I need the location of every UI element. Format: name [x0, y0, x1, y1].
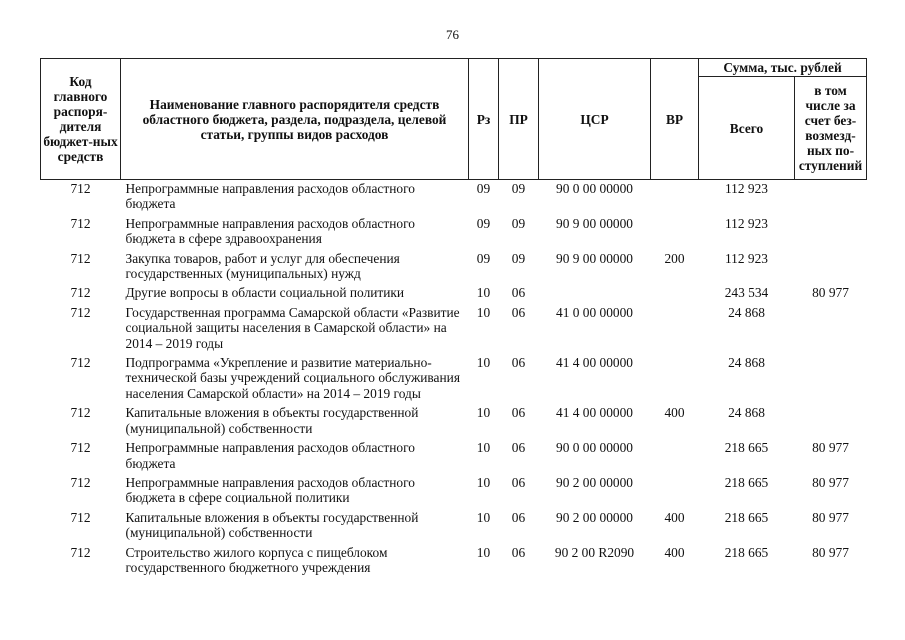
cell-rz: 10: [476, 474, 491, 490]
table-row: [41, 213, 867, 248]
cell-csr: [539, 282, 651, 301]
cell-vr: [651, 180, 699, 213]
cell-grant: [795, 180, 867, 213]
cell-total: 112 923: [724, 181, 769, 196]
cell-total: 24 868: [728, 304, 765, 320]
cell-grant: 80 977: [812, 440, 849, 456]
cell-total: 24 868: [728, 405, 765, 421]
header-vr: ВР: [651, 59, 699, 180]
cell-vr: [651, 472, 699, 507]
cell-vr: [651, 213, 699, 248]
table-row: [41, 352, 867, 402]
cell-rz: 10: [476, 285, 491, 301]
cell-vr: 400: [664, 405, 685, 421]
cell-name: Капитальные вложения в объекты государственной (муниципальной) собственности: [125, 509, 419, 541]
cell-pr: 06: [511, 285, 526, 301]
cell-vr: [651, 282, 699, 301]
header-total: Всего: [699, 77, 795, 180]
cell-name: Другие вопросы в области социальной политики: [125, 285, 405, 301]
cell-csr: 90 2 00 00000: [556, 509, 633, 525]
cell-name: Государственная программа Самарской области «Развитие социальной защиты населения в Самарской области» на 2014 – 2019 годы: [125, 304, 460, 351]
cell-name: Закупка товаров, работ и услуг для обеспечения государственных (муниципальных) нужд: [125, 250, 400, 282]
cell-grant: [795, 352, 867, 402]
cell-csr: 41 0 00 00000: [556, 304, 633, 320]
cell-code: 712: [70, 474, 91, 490]
cell-grant: 80 977: [812, 544, 849, 560]
cell-grant: 80 977: [812, 285, 849, 301]
cell-pr: 06: [511, 474, 526, 490]
cell-grant: [795, 302, 867, 352]
cell-code: 712: [70, 285, 91, 301]
cell-name: Непрограммные направления расходов областного бюджета в сфере здравоохранения: [125, 215, 415, 247]
table-header: [41, 59, 867, 180]
cell-name: Строительство жилого корпуса с пищеблоком государственного бюджетного учреждения: [125, 544, 388, 575]
cell-rz: 10: [476, 405, 491, 421]
cell-pr: 09: [511, 250, 526, 266]
cell-vr: [651, 302, 699, 352]
table-row: [41, 472, 867, 507]
cell-total: 112 923: [724, 215, 769, 231]
cell-name: Капитальные вложения в объекты государственной (муниципальной) собственности: [125, 405, 419, 436]
cell-csr: 90 0 00 00000: [556, 440, 633, 456]
cell-grant: [795, 402, 867, 437]
cell-total: 218 665: [724, 474, 769, 490]
cell-code: 712: [70, 509, 91, 525]
cell-code: 712: [70, 215, 91, 231]
table-row: [41, 507, 867, 542]
cell-csr: 90 2 00 00000: [556, 474, 633, 490]
cell-code: 712: [70, 181, 91, 196]
cell-code: 712: [70, 250, 91, 266]
table-row: [41, 180, 867, 213]
cell-total: 218 665: [724, 440, 769, 456]
cell-rz: 10: [476, 440, 491, 456]
cell-vr: 400: [664, 544, 685, 560]
cell-rz: 09: [476, 215, 491, 231]
table-row: [41, 248, 867, 283]
cell-code: 712: [70, 304, 91, 320]
cell-vr: 200: [664, 250, 685, 266]
cell-name: Подпрограмма «Укрепление и развитие материально-технической базы учреждений социального обслуживания населения Самарской области» на 2014 – 2019 годы: [125, 355, 460, 401]
table-row: [41, 282, 867, 301]
header-name: Наименование главного распорядителя средств областного бюджета, раздела, подраздела, целевой статьи, группы видов расходов: [121, 59, 469, 180]
cell-total: 24 868: [728, 355, 765, 371]
cell-total: 243 534: [724, 285, 769, 301]
budget-table: [40, 58, 867, 576]
page-number: 76: [446, 27, 459, 42]
cell-rz: 10: [476, 304, 491, 320]
cell-rz: 09: [476, 250, 491, 266]
table-row: [41, 437, 867, 472]
cell-csr: 90 2 00 R2090: [554, 544, 635, 560]
cell-code: 712: [70, 405, 91, 421]
cell-pr: 06: [511, 405, 526, 421]
cell-code: 712: [70, 355, 91, 371]
cell-grant: [795, 248, 867, 283]
header-sum-group: Сумма, тыс. рублей: [699, 59, 867, 77]
cell-pr: 06: [511, 355, 526, 371]
header-code: Код главного распоря-дителя бюджет-ных средств: [41, 59, 121, 180]
cell-rz: 10: [476, 544, 491, 560]
cell-name: Непрограммные направления расходов областного бюджета в сфере социальной политики: [125, 474, 415, 506]
cell-pr: 06: [511, 509, 526, 525]
cell-rz: 10: [476, 355, 491, 371]
cell-total: 218 665: [724, 509, 769, 525]
cell-csr: 41 4 00 00000: [556, 405, 633, 421]
cell-code: 712: [70, 544, 91, 560]
cell-csr: 90 9 00 00000: [556, 250, 633, 266]
cell-code: 712: [70, 440, 91, 456]
table-row: [41, 542, 867, 577]
cell-pr: 09: [511, 215, 526, 231]
table-row: [41, 302, 867, 352]
header-csr: ЦСР: [539, 59, 651, 180]
cell-pr: 06: [511, 544, 526, 560]
cell-pr: 06: [511, 304, 526, 320]
cell-vr: 400: [664, 509, 685, 525]
cell-pr: 06: [511, 440, 526, 456]
cell-vr: [651, 352, 699, 402]
cell-csr: 90 0 00 00000: [556, 181, 633, 196]
cell-rz: 09: [476, 181, 491, 196]
cell-vr: [651, 437, 699, 472]
header-pr: ПР: [499, 59, 539, 180]
cell-csr: 41 4 00 00000: [556, 355, 633, 371]
cell-grant: [795, 213, 867, 248]
cell-rz: 10: [476, 509, 491, 525]
cell-csr: 90 9 00 00000: [556, 215, 633, 231]
cell-name: Непрограммные направления расходов областного бюджета: [125, 440, 415, 471]
cell-name: Непрограммные направления расходов областного бюджета: [125, 181, 415, 212]
header-rz: Рз: [469, 59, 499, 180]
cell-total: 112 923: [724, 250, 769, 266]
table-body: [41, 180, 867, 577]
header-grant: в том числе за счет без-возмезд-ных по-ступлений: [795, 77, 867, 180]
table-row: [41, 402, 867, 437]
cell-total: 218 665: [724, 544, 769, 560]
cell-grant: 80 977: [812, 474, 849, 490]
cell-grant: 80 977: [812, 509, 849, 525]
cell-pr: 09: [511, 181, 526, 196]
